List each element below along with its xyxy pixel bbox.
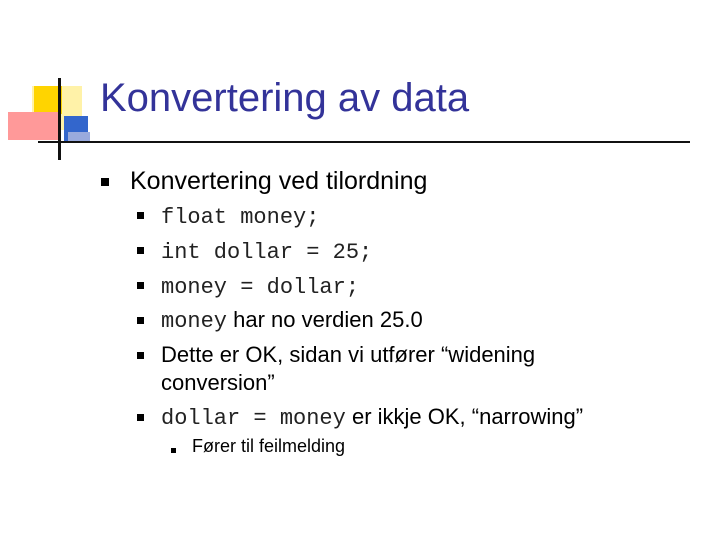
title-underline	[38, 141, 690, 143]
item-text: conversion”	[161, 370, 275, 395]
item-money-value	[161, 307, 423, 335]
logo-yellow	[34, 86, 62, 114]
item-float-money	[161, 203, 319, 231]
bullet-marker	[137, 414, 144, 421]
bullet-marker	[137, 317, 144, 324]
code-text: money	[161, 309, 228, 334]
bullet-marker	[101, 178, 109, 186]
bullet-marker	[137, 247, 144, 254]
item-text: Dette er OK, sidan vi utfører “widening	[161, 342, 536, 367]
item-widening-continued	[161, 370, 275, 396]
item-assignment	[161, 273, 359, 301]
code-text: int dollar = 25;	[161, 240, 373, 265]
bullet-marker	[171, 448, 176, 453]
decorative-logo	[0, 0, 110, 170]
bullet-marker	[137, 282, 144, 289]
item-int-dollar	[161, 238, 372, 266]
item-text: har no verdien 25.0	[227, 307, 423, 332]
logo-vertical-line	[58, 78, 61, 160]
logo-pink	[8, 112, 60, 140]
bullet-marker	[137, 352, 144, 359]
bullet-konvertering: Konvertering ved tilordning	[130, 167, 428, 195]
item-widening	[161, 342, 535, 368]
item-narrowing	[161, 404, 583, 432]
slide-title: Konvertering av data	[100, 76, 470, 120]
bullet-marker	[137, 212, 144, 219]
code-text: float money;	[161, 205, 320, 230]
code-text: dollar = money	[161, 406, 346, 431]
code-text: money = dollar;	[161, 275, 360, 300]
item-text: er ikkje OK, “narrowing”	[345, 404, 584, 429]
sub-item-feilmelding: Fører til feilmelding	[192, 436, 346, 456]
